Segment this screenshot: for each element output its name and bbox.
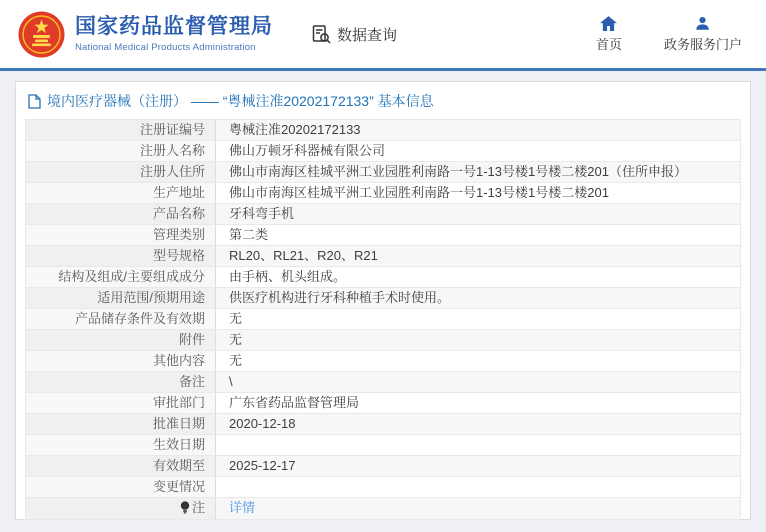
row-label-text: 适用范围/预期用途 (97, 290, 205, 305)
note-bulb-icon (180, 501, 190, 514)
row-label (26, 183, 216, 203)
row-label (26, 141, 216, 161)
row-label (26, 456, 216, 476)
row-label-text: 产品名称 (152, 206, 205, 221)
row-value: \ (229, 374, 233, 389)
row-label-text: 其他内容 (152, 353, 205, 368)
row-value: 由手柄、机头组成。 (229, 269, 347, 284)
row-value (216, 435, 740, 455)
row-label-text: 生产地址 (152, 185, 205, 200)
table-row (26, 351, 740, 372)
row-value: 佛山市南海区桂城平洲工业园胜利南路一号1-13号楼1号楼二楼201 (229, 185, 609, 200)
info-table (25, 119, 741, 520)
row-value: 广东省药品监督管理局 (229, 395, 360, 410)
data-query-label: 数据查询 (337, 26, 398, 44)
national-emblem-icon (18, 11, 65, 58)
row-value: RL20、RL21、R20、R21 (229, 248, 378, 263)
row-label-text: 注册人名称 (139, 143, 205, 158)
page-title (16, 82, 750, 119)
row-label-text: 注 (191, 500, 205, 515)
row-value: 无 (229, 311, 243, 326)
row-label-text: 注册人住所 (139, 164, 205, 179)
table-row (26, 498, 740, 519)
table-row (26, 267, 740, 288)
nav-home-label: 首页 (595, 36, 622, 52)
table-row (26, 204, 740, 225)
table-row (26, 120, 740, 141)
agency-title-block (75, 15, 273, 52)
table-row (26, 477, 740, 498)
table-row (26, 141, 740, 162)
row-label-text: 备注 (178, 374, 205, 389)
row-value: 无 (229, 353, 243, 368)
table-row (26, 372, 740, 393)
row-value (216, 477, 740, 497)
row-label-text: 结构及组成/主要组成成分 (58, 269, 205, 284)
row-label-text: 变更情况 (152, 479, 205, 494)
row-value: 2025-12-17 (229, 458, 296, 473)
row-label (26, 246, 216, 266)
row-label (26, 162, 216, 182)
row-label-text: 生效日期 (152, 437, 205, 452)
doc-icon (28, 94, 41, 109)
nav-portal-label: 政务服务门户 (663, 36, 742, 52)
content-panel (15, 81, 751, 520)
row-label (26, 435, 216, 455)
row-value: 粤械注准20202172133 (229, 122, 361, 137)
row-value: 第二类 (229, 227, 269, 242)
row-label-text: 批准日期 (152, 416, 205, 431)
data-query-icon (311, 24, 332, 45)
row-label (26, 120, 216, 140)
table-row (26, 435, 740, 456)
table-row (26, 246, 740, 267)
site-header (0, 0, 766, 71)
table-row (26, 309, 740, 330)
row-label (26, 330, 216, 350)
row-label-text: 产品储存条件及有效期 (74, 311, 205, 326)
page-title-text: 境内医疗器械（注册） —— “粤械注准20202172133” 基本信息 (47, 93, 434, 109)
row-label-text: 管理类别 (152, 227, 205, 242)
row-label-text: 型号规格 (152, 248, 205, 263)
row-value: 2020-12-18 (229, 416, 296, 431)
row-label (26, 477, 216, 497)
row-value: 佛山市南海区桂城平洲工业园胜利南路一号1-13号楼1号楼二楼201（住所申报） (229, 164, 687, 179)
row-value (216, 498, 740, 519)
table-row (26, 225, 740, 246)
row-label (26, 372, 216, 392)
row-label-text: 注册证编号 (139, 122, 205, 137)
agency-subtitle: National Medical Products Administration (75, 41, 256, 53)
table-row (26, 393, 740, 414)
home-icon (600, 16, 617, 31)
row-label-text: 附件 (178, 332, 205, 347)
row-label (26, 225, 216, 245)
table-row (26, 456, 740, 477)
agency-title: 国家药品监督管理局 (75, 15, 273, 39)
nav-home[interactable] (596, 16, 622, 53)
row-label (26, 498, 216, 519)
data-query-button[interactable] (311, 24, 397, 45)
row-label (26, 414, 216, 434)
row-label-text: 审批部门 (152, 395, 205, 410)
detail-link[interactable]: 详情 (229, 500, 256, 515)
row-value: 佛山万顿牙科器械有限公司 (229, 143, 386, 158)
portal-icon (695, 16, 710, 31)
table-row (26, 288, 740, 309)
row-label (26, 204, 216, 224)
row-label (26, 267, 216, 287)
row-label (26, 288, 216, 308)
row-label-text: 有效期至 (152, 458, 205, 473)
table-row (26, 183, 740, 204)
table-row (26, 330, 740, 351)
row-value: 供医疗机构进行牙科种植手术时使用。 (229, 290, 451, 305)
table-row (26, 162, 740, 183)
row-label (26, 393, 216, 413)
row-value: 牙科弯手机 (229, 206, 295, 221)
table-row (26, 414, 740, 435)
row-label (26, 351, 216, 371)
row-label (26, 309, 216, 329)
row-value: 无 (229, 332, 243, 347)
nav-portal[interactable] (664, 16, 742, 53)
